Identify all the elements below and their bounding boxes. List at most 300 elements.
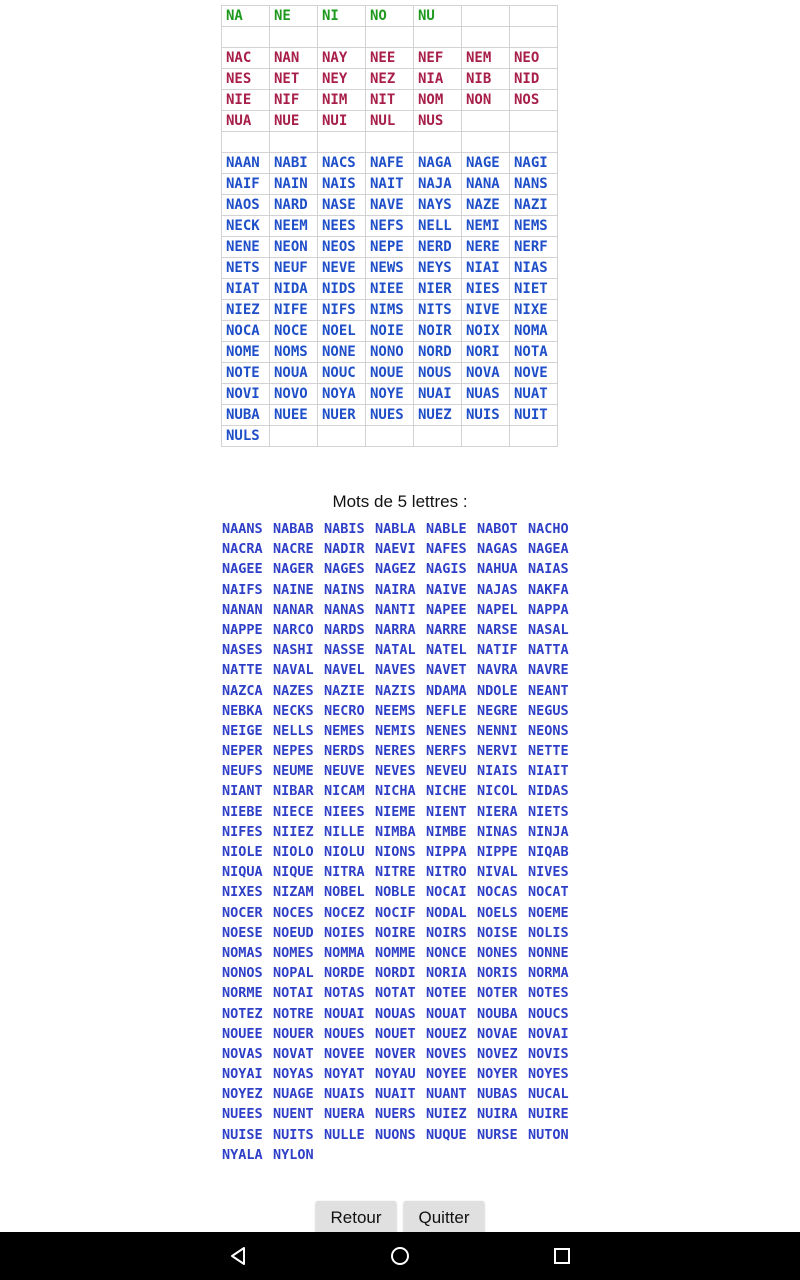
- word-row: [222, 963, 579, 983]
- word-cell: NAYS: [414, 195, 462, 216]
- word: NEMES: [324, 722, 365, 739]
- word: NOYAT: [324, 1066, 365, 1083]
- word-row: [222, 1145, 579, 1165]
- empty-cell: [462, 111, 510, 132]
- empty-cell: [222, 132, 270, 153]
- word: NEBKA: [222, 702, 263, 719]
- word: NDAMA: [426, 682, 467, 699]
- word: NUERS: [375, 1106, 416, 1123]
- five-letter-list: [222, 519, 579, 1165]
- word-row: [222, 580, 579, 600]
- word: NOYAS: [273, 1066, 314, 1083]
- word-cell: NIER: [414, 279, 462, 300]
- word-cell: NAZI: [510, 195, 558, 216]
- word-cell: NORI: [462, 342, 510, 363]
- word: NANAR: [273, 601, 314, 618]
- word-cell: NAGI: [510, 153, 558, 174]
- word-row: [222, 721, 579, 741]
- empty-cell: [510, 426, 558, 447]
- word-cell: NAFE: [366, 153, 414, 174]
- word: NOCES: [273, 904, 314, 921]
- word-cell: NAVE: [366, 195, 414, 216]
- word: NAGES: [324, 561, 365, 578]
- empty-cell: [462, 426, 510, 447]
- word: NOMME: [375, 944, 416, 961]
- word-cell: NUBA: [222, 405, 270, 426]
- word: NIECE: [273, 803, 314, 820]
- word: NOTES: [528, 985, 569, 1002]
- word: NAPPE: [222, 621, 263, 638]
- word: NABOT: [477, 521, 518, 537]
- table-row: [222, 195, 558, 216]
- empty-cell: [222, 27, 270, 48]
- word: NACRA: [222, 541, 263, 558]
- word: NAIVE: [426, 581, 467, 598]
- word: NEVEU: [426, 763, 467, 780]
- word-cell: NUI: [318, 111, 366, 132]
- word-row: [222, 1064, 579, 1084]
- word: NEGUS: [528, 702, 569, 719]
- word-cell: NARD: [270, 195, 318, 216]
- word: NAGIS: [426, 561, 467, 578]
- word: NIVAL: [477, 864, 518, 881]
- word: NIQUA: [222, 864, 263, 881]
- word: NOIES: [324, 924, 365, 941]
- word-cell: NOEL: [318, 321, 366, 342]
- word: NIXES: [222, 884, 263, 901]
- word-row: [222, 882, 579, 902]
- word-cell: NETS: [222, 258, 270, 279]
- word: NINAS: [477, 823, 518, 840]
- word-cell: NUEE: [270, 405, 318, 426]
- empty-cell: [270, 27, 318, 48]
- table-row: [222, 174, 558, 195]
- word: NIDAS: [528, 783, 569, 800]
- word: NUEES: [222, 1106, 263, 1123]
- word: NIAIS: [477, 763, 518, 780]
- word: NOCER: [222, 904, 263, 921]
- word: NEPES: [273, 743, 314, 760]
- word-cell: NIVE: [462, 300, 510, 321]
- word-cell: NIA: [414, 69, 462, 90]
- word: NOISE: [477, 924, 518, 941]
- empty-cell: [462, 27, 510, 48]
- word-cell: NIES: [462, 279, 510, 300]
- word: NECKS: [273, 702, 314, 719]
- word-row: [222, 802, 579, 822]
- word-cell: NIXE: [510, 300, 558, 321]
- word: NUERA: [324, 1106, 365, 1123]
- word: NAZES: [273, 682, 314, 699]
- word-cell: NOVE: [510, 363, 558, 384]
- word-cell: NOIX: [462, 321, 510, 342]
- word: NAGAS: [477, 541, 518, 558]
- word: NENES: [426, 722, 467, 739]
- word: NOCAT: [528, 884, 569, 901]
- nav-back-button[interactable]: [206, 1232, 270, 1280]
- word-cell: NECK: [222, 216, 270, 237]
- empty-cell: [462, 6, 510, 27]
- word-cell: NANS: [510, 174, 558, 195]
- word: NERES: [375, 743, 416, 760]
- word: NOPAL: [273, 965, 314, 982]
- word: NAJAS: [477, 581, 518, 598]
- word: NUIRE: [528, 1106, 569, 1123]
- word-row: [222, 1104, 579, 1124]
- table-row: [222, 48, 558, 69]
- word: NEPER: [222, 743, 263, 760]
- recents-square-icon: [553, 1247, 571, 1265]
- table-row: [222, 216, 558, 237]
- empty-cell: [414, 132, 462, 153]
- word: NUANT: [426, 1086, 467, 1103]
- table-row: [222, 279, 558, 300]
- word: NOBLE: [375, 884, 416, 901]
- word-cell: NULS: [222, 426, 270, 447]
- word-cell: NAN: [270, 48, 318, 69]
- word: NAPEL: [477, 601, 518, 618]
- word: NABAB: [273, 521, 314, 537]
- word-row: [222, 1044, 579, 1064]
- word-row: [222, 600, 579, 620]
- table-row: [222, 69, 558, 90]
- table-row: [222, 300, 558, 321]
- word-row: [222, 842, 579, 862]
- word-cell: NEZ: [366, 69, 414, 90]
- word: NAZCA: [222, 682, 263, 699]
- back-button[interactable]: Retour: [316, 1201, 396, 1235]
- word: NONOS: [222, 965, 263, 982]
- word: NIIEZ: [273, 823, 314, 840]
- word: NEONS: [528, 722, 569, 739]
- word: NOTEE: [426, 985, 467, 1002]
- word-cell: NAC: [222, 48, 270, 69]
- word: NOTEZ: [222, 1005, 263, 1022]
- word-cell: NUAI: [414, 384, 462, 405]
- empty-cell: [462, 132, 510, 153]
- word: NIEES: [324, 803, 365, 820]
- word-cell: NUAT: [510, 384, 558, 405]
- word-cell: NEE: [366, 48, 414, 69]
- word-cell: NIE: [222, 90, 270, 111]
- word: NAIAS: [528, 561, 569, 578]
- word: NUAGE: [273, 1086, 314, 1103]
- word-row: [222, 539, 579, 559]
- word: NAVAL: [273, 662, 314, 679]
- word: NAPEE: [426, 601, 467, 618]
- word: NUONS: [375, 1126, 416, 1143]
- word-table-body: [222, 6, 558, 447]
- word-cell: NAIT: [366, 174, 414, 195]
- word: NETTE: [528, 743, 569, 760]
- word: NILLE: [324, 823, 365, 840]
- word-cell: NEMI: [462, 216, 510, 237]
- word-cell: NELL: [414, 216, 462, 237]
- word-row: [222, 1024, 579, 1044]
- word: NABLE: [426, 521, 467, 537]
- word: NIENT: [426, 803, 467, 820]
- word-cell: NANA: [462, 174, 510, 195]
- word-cell: NOVA: [462, 363, 510, 384]
- word-cell: NEUF: [270, 258, 318, 279]
- word: NONNE: [528, 944, 569, 961]
- word: NAINE: [273, 581, 314, 598]
- word: NOYAU: [375, 1066, 416, 1083]
- word-row: [222, 519, 579, 539]
- word: NAANS: [222, 521, 263, 537]
- word-row: [222, 983, 579, 1003]
- word: NOYEZ: [222, 1086, 263, 1103]
- word: NOVES: [426, 1045, 467, 1062]
- word-cell: NEFS: [366, 216, 414, 237]
- word-row: [222, 1084, 579, 1104]
- word: NERVI: [477, 743, 518, 760]
- word-cell: NORD: [414, 342, 462, 363]
- table-spacer-row: [222, 132, 558, 153]
- word: NELLS: [273, 722, 314, 739]
- word-cell: NIDS: [318, 279, 366, 300]
- word-cell: NONO: [366, 342, 414, 363]
- word: NOUEE: [222, 1025, 263, 1042]
- word: NEEMS: [375, 702, 416, 719]
- word: NUCAL: [528, 1086, 569, 1103]
- word: NAHUA: [477, 561, 518, 578]
- word-row: [222, 1004, 579, 1024]
- word: NAVET: [426, 662, 467, 679]
- word-cell: NOTE: [222, 363, 270, 384]
- word-cell: NOCE: [270, 321, 318, 342]
- word: NIPPA: [426, 844, 467, 860]
- word: NASHI: [273, 642, 314, 659]
- word-cell: NIFS: [318, 300, 366, 321]
- word: NUIRA: [477, 1106, 518, 1123]
- word: NOTAI: [273, 985, 314, 1002]
- word: NORIS: [477, 965, 518, 982]
- word: NIOLE: [222, 844, 263, 860]
- empty-cell: [510, 132, 558, 153]
- word: NORDE: [324, 965, 365, 982]
- word-cell: NUA: [222, 111, 270, 132]
- word-cell: NIET: [510, 279, 558, 300]
- word-cell: NEO: [510, 48, 558, 69]
- word-row: [222, 862, 579, 882]
- empty-cell: [366, 426, 414, 447]
- word: NORME: [222, 985, 263, 1002]
- word: NUIEZ: [426, 1106, 467, 1123]
- word: NOIRE: [375, 924, 416, 941]
- word-cell: NEF: [414, 48, 462, 69]
- word-row: [222, 681, 579, 701]
- word: NITRA: [324, 864, 365, 881]
- word-cell: NI: [318, 6, 366, 27]
- word-cell: NAY: [318, 48, 366, 69]
- android-navigation-bar: [0, 1232, 800, 1280]
- word: NOUER: [273, 1025, 314, 1042]
- home-circle-icon: [390, 1246, 410, 1266]
- word-cell: NIT: [366, 90, 414, 111]
- word: NOUAI: [324, 1005, 365, 1022]
- word-cell: NOMS: [270, 342, 318, 363]
- word-cell: NENE: [222, 237, 270, 258]
- word-cell: NEY: [318, 69, 366, 90]
- word-cell: NERD: [414, 237, 462, 258]
- word: NANAS: [324, 601, 365, 618]
- word: NASAL: [528, 621, 569, 638]
- word-row: [222, 660, 579, 680]
- word: NATEL: [426, 642, 467, 659]
- word-cell: NOTA: [510, 342, 558, 363]
- word-cell: NAGE: [462, 153, 510, 174]
- table-row: [222, 405, 558, 426]
- nav-home-button[interactable]: [368, 1232, 432, 1280]
- table-row: [222, 111, 558, 132]
- word: NACRE: [273, 541, 314, 558]
- empty-cell: [414, 426, 462, 447]
- word: NITRE: [375, 864, 416, 881]
- nav-recents-button[interactable]: [530, 1232, 594, 1280]
- word-cell: NIAS: [510, 258, 558, 279]
- word-cell: NIMS: [366, 300, 414, 321]
- word: NOUEZ: [426, 1025, 467, 1042]
- word: NOEUD: [273, 924, 314, 941]
- word: NONCE: [426, 944, 467, 961]
- word: NOYER: [477, 1066, 518, 1083]
- word: NECRO: [324, 702, 365, 719]
- word: NAZIE: [324, 682, 365, 699]
- word-cell: NERF: [510, 237, 558, 258]
- word-cell: NIM: [318, 90, 366, 111]
- word-cell: NOUC: [318, 363, 366, 384]
- word: NICHA: [375, 783, 416, 800]
- word: NUITS: [273, 1126, 314, 1143]
- word: NASES: [222, 642, 263, 659]
- word-cell: NAOS: [222, 195, 270, 216]
- word-cell: NIB: [462, 69, 510, 90]
- word-cell: NUEZ: [414, 405, 462, 426]
- word-cell: NEES: [318, 216, 366, 237]
- word: NOUBA: [477, 1005, 518, 1022]
- word: NULLE: [324, 1126, 365, 1143]
- word-cell: NABI: [270, 153, 318, 174]
- word-cell: NEON: [270, 237, 318, 258]
- table-row: [222, 258, 558, 279]
- word: NOUES: [324, 1025, 365, 1042]
- word: NAVES: [375, 662, 416, 679]
- word: NUBAS: [477, 1086, 518, 1103]
- quit-button[interactable]: Quitter: [404, 1201, 484, 1235]
- word: NOCAI: [426, 884, 467, 901]
- word: NAGEE: [222, 561, 263, 578]
- word: NARCO: [273, 621, 314, 638]
- empty-cell: [270, 132, 318, 153]
- word: NIETS: [528, 803, 569, 820]
- word-cell: NEYS: [414, 258, 462, 279]
- table-row: [222, 153, 558, 174]
- word: NURSE: [477, 1126, 518, 1143]
- word: NAGER: [273, 561, 314, 578]
- word: NIERA: [477, 803, 518, 820]
- empty-cell: [366, 132, 414, 153]
- word-cell: NONE: [318, 342, 366, 363]
- word: NICHE: [426, 783, 467, 800]
- word-cell: NAJA: [414, 174, 462, 195]
- word-cell: NIDA: [270, 279, 318, 300]
- word-cell: NUIT: [510, 405, 558, 426]
- word: NEUVE: [324, 763, 365, 780]
- word-cell: NEVE: [318, 258, 366, 279]
- word-cell: NUIS: [462, 405, 510, 426]
- word-cell: NIFE: [270, 300, 318, 321]
- word-cell: NEOS: [318, 237, 366, 258]
- word: NOESE: [222, 924, 263, 941]
- word: NUTON: [528, 1126, 569, 1143]
- empty-cell: [270, 426, 318, 447]
- word-row: [222, 559, 579, 579]
- word: NAVEL: [324, 662, 365, 679]
- word-cell: NAIF: [222, 174, 270, 195]
- table-row: [222, 6, 558, 27]
- word: NARSE: [477, 621, 518, 638]
- word: NIEME: [375, 803, 416, 820]
- word-cell: NAIN: [270, 174, 318, 195]
- word: NERFS: [426, 743, 467, 760]
- word: NADIR: [324, 541, 365, 558]
- empty-cell: [510, 111, 558, 132]
- empty-cell: [510, 27, 558, 48]
- word-cell: NEMS: [510, 216, 558, 237]
- table-row: [222, 90, 558, 111]
- word: NENNI: [477, 722, 518, 739]
- word: NONES: [477, 944, 518, 961]
- word: NIONS: [375, 844, 416, 860]
- word: NOVAI: [528, 1025, 569, 1042]
- word-cell: NERE: [462, 237, 510, 258]
- word: NIVES: [528, 864, 569, 881]
- word: NORIA: [426, 965, 467, 982]
- word: NOCEZ: [324, 904, 365, 921]
- back-triangle-icon: [228, 1246, 248, 1266]
- word: NEUFS: [222, 763, 263, 780]
- word: NANAN: [222, 601, 263, 618]
- empty-cell: [318, 426, 366, 447]
- word-row: [222, 903, 579, 923]
- table-row: [222, 237, 558, 258]
- word-row: [222, 943, 579, 963]
- word: NAVRA: [477, 662, 518, 679]
- empty-cell: [318, 27, 366, 48]
- word: NIFES: [222, 823, 263, 840]
- word-cell: NAZE: [462, 195, 510, 216]
- word: NIBAR: [273, 783, 314, 800]
- word: NATAL: [375, 642, 416, 659]
- word-cell: NEPE: [366, 237, 414, 258]
- word: NYALA: [222, 1146, 263, 1163]
- word: NIMBE: [426, 823, 467, 840]
- word-cell: NES: [222, 69, 270, 90]
- word: NAIFS: [222, 581, 263, 598]
- word: NUAIS: [324, 1086, 365, 1103]
- word: NANTI: [375, 601, 416, 618]
- word-row: [222, 923, 579, 943]
- word: NOVEE: [324, 1045, 365, 1062]
- word: NIEBE: [222, 803, 263, 820]
- word-cell: NAAN: [222, 153, 270, 174]
- word: NOEME: [528, 904, 569, 921]
- word: NICAM: [324, 783, 365, 800]
- word: NOYEE: [426, 1066, 467, 1083]
- word: NACHO: [528, 521, 569, 537]
- word-cell: NOIE: [366, 321, 414, 342]
